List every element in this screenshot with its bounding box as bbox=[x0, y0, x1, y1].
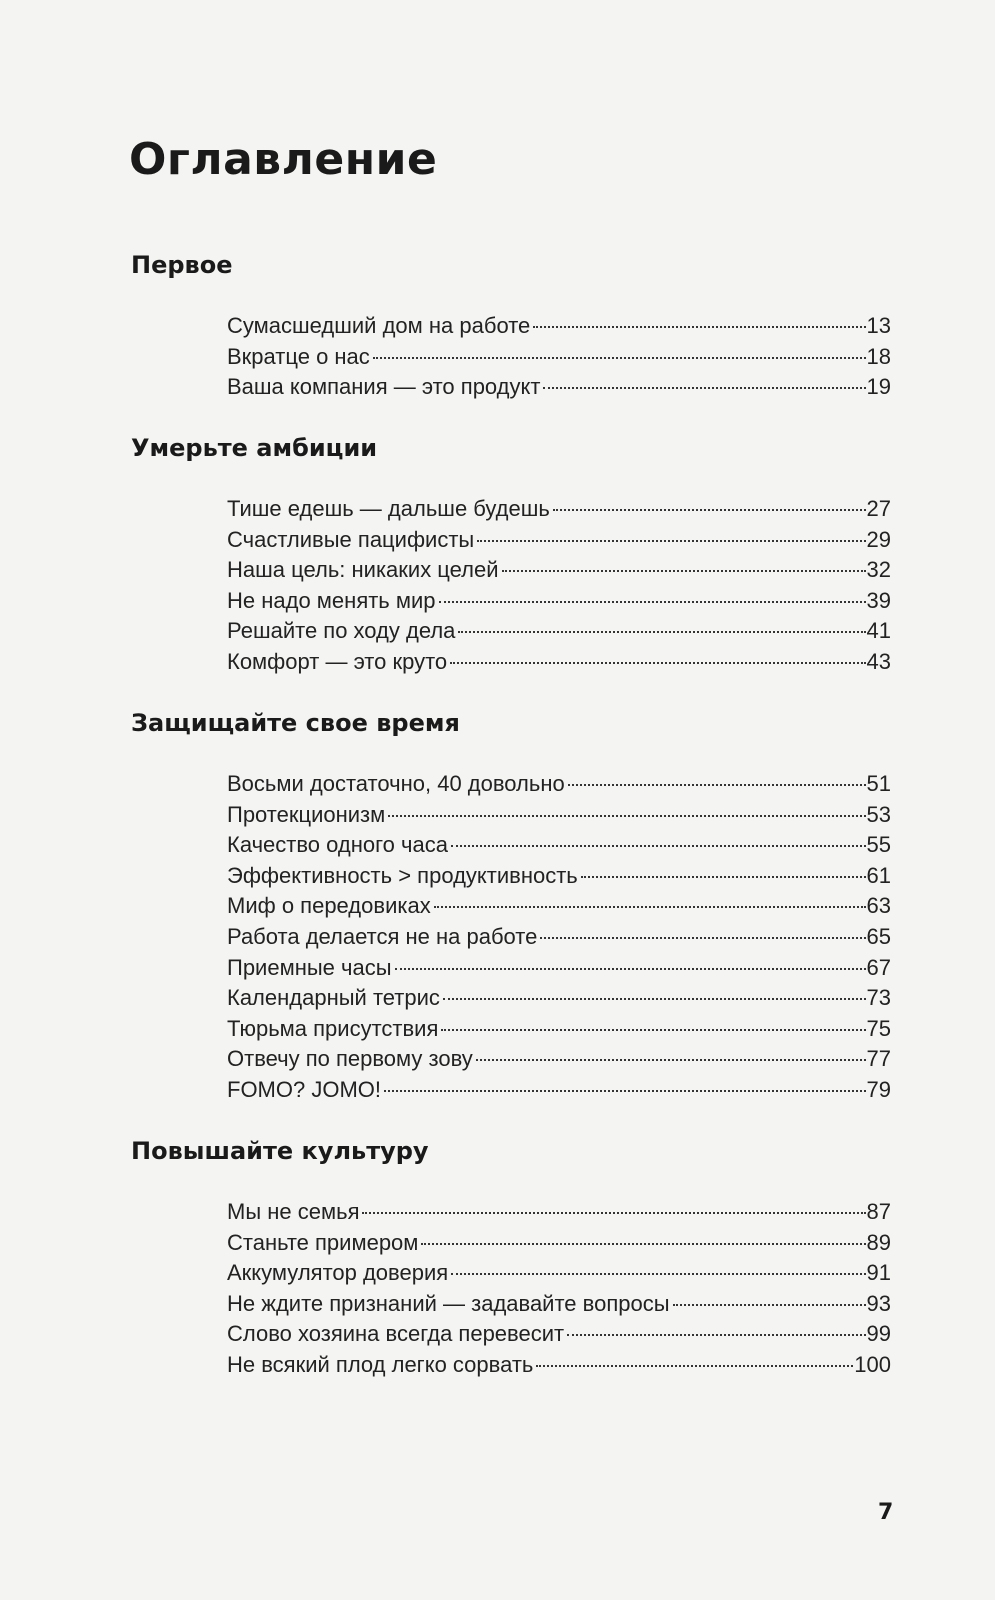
dot-leader bbox=[567, 1334, 865, 1336]
entry-title: Вкратце о нас bbox=[227, 343, 370, 369]
toc-entry[interactable] bbox=[227, 586, 891, 617]
entry-page-number: 13 bbox=[866, 313, 891, 338]
entry-page-number: 87 bbox=[866, 1199, 891, 1224]
dot-leader bbox=[388, 815, 865, 817]
dot-leader bbox=[568, 784, 866, 786]
entry-page-number: 43 bbox=[866, 648, 891, 674]
toc-entry[interactable] bbox=[227, 1075, 891, 1106]
entry-title: Решайте по ходу дела bbox=[227, 618, 456, 644]
toc-entry[interactable] bbox=[227, 342, 891, 373]
entry-page-number: 29 bbox=[866, 526, 891, 552]
entry-title: Сумасшедший дом на работе bbox=[227, 313, 531, 338]
toc-entry[interactable] bbox=[227, 1044, 891, 1075]
entry-page-number: 99 bbox=[866, 1321, 891, 1347]
dot-leader bbox=[553, 509, 866, 511]
dot-leader bbox=[384, 1090, 866, 1092]
entry-page-number: 41 bbox=[866, 618, 891, 644]
dot-leader bbox=[477, 540, 865, 542]
toc-list-umerte-ambitsii bbox=[227, 494, 891, 678]
toc-entry[interactable] bbox=[227, 616, 891, 647]
entry-title: Аккумулятор доверия bbox=[227, 1260, 449, 1286]
toc-list-povyshayte-kulturu bbox=[227, 1197, 891, 1381]
toc-entry[interactable] bbox=[227, 1319, 891, 1350]
toc-entry[interactable] bbox=[227, 494, 891, 525]
dot-leader bbox=[443, 998, 866, 1000]
toc-entry[interactable] bbox=[227, 800, 891, 831]
entry-page-number: 100 bbox=[854, 1351, 891, 1377]
entry-page-number: 77 bbox=[866, 1046, 891, 1072]
toc-entry[interactable] bbox=[227, 983, 891, 1014]
entry-title: Миф о передовиках bbox=[227, 893, 431, 919]
dot-leader bbox=[434, 906, 866, 908]
toc-entry[interactable] bbox=[227, 1228, 891, 1259]
toc-entry[interactable] bbox=[227, 647, 891, 678]
toc-entry[interactable] bbox=[227, 1014, 891, 1045]
entry-title: FOMO? JOMO! bbox=[227, 1076, 381, 1102]
dot-leader bbox=[450, 662, 865, 664]
entry-title: Протекционизм bbox=[227, 801, 386, 827]
entry-title: Не ждите признаний — задавайте вопросы bbox=[227, 1290, 670, 1316]
dot-leader bbox=[536, 1365, 853, 1367]
dot-leader bbox=[476, 1059, 866, 1061]
dot-leader bbox=[421, 1243, 865, 1245]
dot-leader bbox=[540, 937, 865, 939]
dot-leader bbox=[373, 357, 866, 359]
toc-entry[interactable] bbox=[227, 830, 891, 861]
dot-leader bbox=[451, 845, 866, 847]
entry-title: Эффективность > продуктивность bbox=[227, 862, 578, 888]
toc-list-zashchishchayte-vremya bbox=[227, 769, 891, 1106]
entry-page-number: 75 bbox=[866, 1015, 891, 1041]
entry-page-number: 53 bbox=[866, 801, 891, 827]
entry-page-number: 51 bbox=[866, 771, 891, 796]
section-heading-povyshayte-kulturu: Повышайте культуру bbox=[131, 1137, 429, 1165]
entry-title: Мы не семья bbox=[227, 1199, 360, 1224]
toc-entry[interactable] bbox=[227, 525, 891, 556]
entry-page-number: 65 bbox=[866, 923, 891, 949]
entry-page-number: 91 bbox=[866, 1260, 891, 1286]
entry-title: Тюрьма присутствия bbox=[227, 1015, 439, 1041]
entry-page-number: 55 bbox=[866, 832, 891, 858]
entry-page-number: 19 bbox=[866, 374, 891, 400]
entry-title: Тише едешь — дальше будешь bbox=[227, 496, 550, 521]
entry-title: Не надо менять мир bbox=[227, 587, 436, 613]
entry-title: Календарный тетрис bbox=[227, 985, 440, 1011]
page-title: Оглавление bbox=[129, 134, 438, 185]
entry-title: Наша цель: никаких целей bbox=[227, 557, 499, 583]
toc-entry[interactable] bbox=[227, 311, 891, 342]
toc-entry[interactable] bbox=[227, 891, 891, 922]
entry-page-number: 27 bbox=[866, 496, 891, 521]
entry-title: Качество одного часа bbox=[227, 832, 448, 858]
entry-title: Станьте примером bbox=[227, 1229, 419, 1255]
toc-entry[interactable] bbox=[227, 1350, 891, 1381]
section-heading-umerte-ambitsii: Умерьте амбиции bbox=[131, 434, 378, 462]
dot-leader bbox=[533, 326, 865, 328]
dot-leader bbox=[458, 631, 865, 633]
entry-title: Приемные часы bbox=[227, 954, 392, 980]
entry-page-number: 89 bbox=[866, 1229, 891, 1255]
toc-entry[interactable] bbox=[227, 861, 891, 892]
toc-entry[interactable] bbox=[227, 953, 891, 984]
entry-page-number: 63 bbox=[866, 893, 891, 919]
entry-page-number: 67 bbox=[866, 954, 891, 980]
dot-leader bbox=[439, 601, 866, 603]
toc-entry[interactable] bbox=[227, 1289, 891, 1320]
toc-entry[interactable] bbox=[227, 1197, 891, 1228]
entry-title: Не всякий плод легко сорвать bbox=[227, 1351, 534, 1377]
page-number: 7 bbox=[878, 1500, 894, 1525]
dot-leader bbox=[543, 387, 865, 389]
entry-title: Ваша компания — это продукт bbox=[227, 374, 541, 400]
toc-entry[interactable] bbox=[227, 1258, 891, 1289]
entry-page-number: 32 bbox=[866, 557, 891, 583]
toc-entry[interactable] bbox=[227, 372, 891, 403]
entry-page-number: 79 bbox=[866, 1076, 891, 1102]
toc-entry[interactable] bbox=[227, 769, 891, 800]
entry-page-number: 18 bbox=[866, 343, 891, 369]
dot-leader bbox=[673, 1304, 866, 1306]
entry-page-number: 73 bbox=[866, 985, 891, 1011]
entry-title: Работа делается не на работе bbox=[227, 923, 538, 949]
entry-title: Отвечу по первому зову bbox=[227, 1046, 473, 1072]
dot-leader bbox=[502, 570, 866, 572]
dot-leader bbox=[362, 1212, 865, 1214]
entry-title: Счастливые пацифисты bbox=[227, 526, 475, 552]
toc-entry[interactable] bbox=[227, 922, 891, 953]
toc-list-pervoe bbox=[227, 311, 891, 403]
section-heading-zashchishchayte-vremya: Защищайте свое время bbox=[131, 709, 460, 737]
entry-title: Комфорт — это круто bbox=[227, 648, 448, 674]
entry-title: Восьми достаточно, 40 довольно bbox=[227, 771, 565, 796]
entry-page-number: 61 bbox=[866, 862, 891, 888]
section-heading-pervoe: Первое bbox=[131, 251, 233, 279]
entry-page-number: 93 bbox=[866, 1290, 891, 1316]
dot-leader bbox=[441, 1029, 865, 1031]
entry-title: Слово хозяина всегда перевесит bbox=[227, 1321, 565, 1347]
dot-leader bbox=[581, 876, 866, 878]
toc-entry[interactable] bbox=[227, 555, 891, 586]
entry-page-number: 39 bbox=[866, 587, 891, 613]
dot-leader bbox=[395, 968, 866, 970]
dot-leader bbox=[451, 1273, 865, 1275]
